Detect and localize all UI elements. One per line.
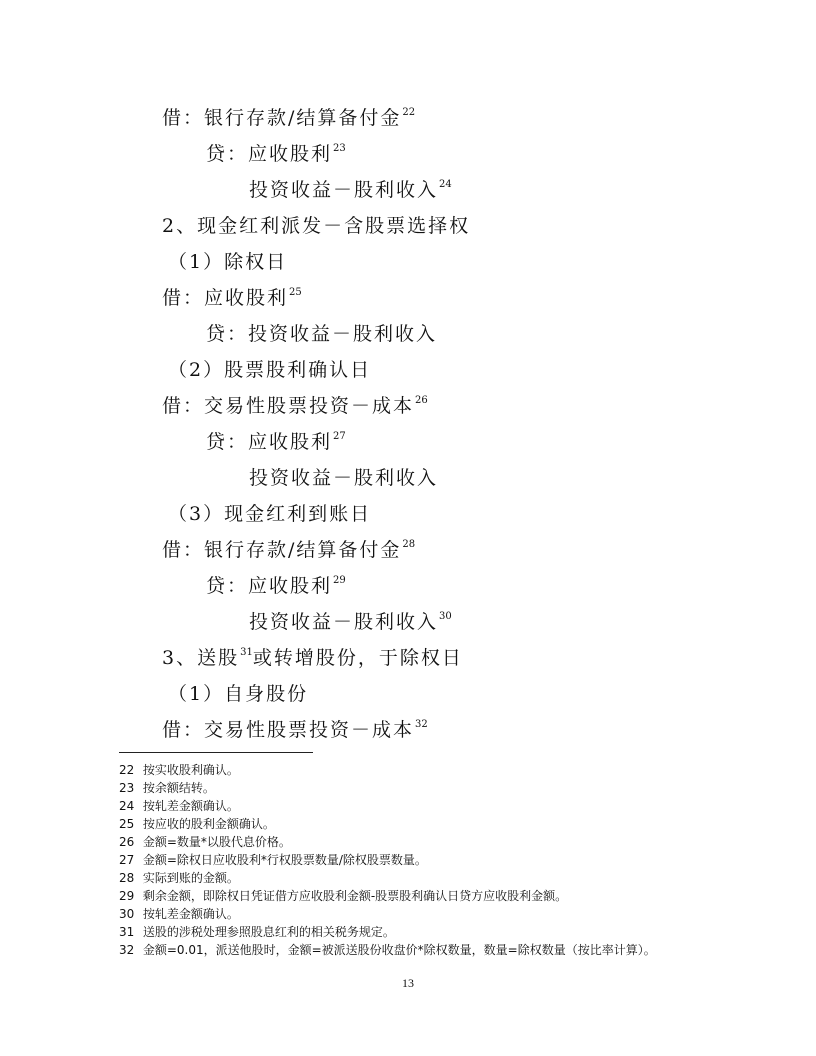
footnote-ref: 30 [439,611,452,622]
subsection-ex-date: （1）除权日 [168,251,288,273]
footnote: 27 金额=除权日应收股利*行权股票数量/除权股票数量。 [119,853,427,867]
subsection-stock-dividend-date: （2）股票股利确认日 [168,359,372,381]
footnote: 32 金额=0.01，派送他股时，金额=被派送股份收盘价*除权数量，数量=除权数量（按比率计算）。 [119,943,656,957]
footnote: 29 剩余金额，即除权日凭证借方应收股利金额-股票股利确认日贷方应收股利金额。 [119,889,568,903]
entry-credit-investment-income: 贷：投资收益－股利收入 [206,323,438,345]
footnote: 30 按轧差金额确认。 [119,907,239,921]
entry-credit-dividend-receivable: 贷：应收股利$^{27}$ [206,431,346,453]
footnote-ref: 26 [415,395,428,406]
footnote-ref: 24 [439,179,452,190]
footnote-ref: 31 [240,647,253,658]
entry-debit-bank-deposit: 借：银行存款/结算备付金$^{28}$ [162,539,416,561]
footnote: 25 按应收的股利金额确认。 [119,817,275,831]
section-heading-2: 2、现金红利派发－含股票选择权 [162,215,471,237]
entry-credit-investment-income: 投资收益－股利收入$^{30}$ [249,611,452,633]
footnote-ref: 29 [333,575,346,586]
footnote-ref: 23 [333,143,346,154]
footnote-ref: 25 [289,287,302,298]
section-heading-3: 3、送股$^{31}$或转增股份，于除权日 [162,647,463,669]
entry-credit-dividend-receivable: 贷：应收股利$^{23}$ [206,143,346,165]
entry-credit-investment-income: 投资收益－股利收入 [249,467,439,489]
subsection-cash-received-date: （3）现金红利到账日 [168,503,372,525]
entry-debit-trading-stock: 借：交易性股票投资－成本$^{26}$ [162,395,428,417]
entry-debit-bank-deposit: 借：银行存款/结算备付金$^{22}$ [162,107,416,129]
footnote: 28 实际到账的金额。 [119,871,239,885]
footnote: 31 送股的涉税处理参照股息红利的相关税务规定。 [119,925,395,939]
footnote-ref: 22 [402,107,416,118]
entry-debit-dividend-receivable: 借：应收股利$^{25}$ [162,287,302,309]
entry-credit-investment-income: 投资收益－股利收入$^{24}$ [249,179,452,201]
subsection-own-shares: （1）自身股份 [168,683,309,705]
footnote-ref: 27 [333,431,346,442]
page-number: 13 [402,976,414,990]
footnote: 23 按余额结转。 [119,781,215,795]
entry-credit-dividend-receivable: 贷：应收股利$^{29}$ [206,575,346,597]
footnote: 26 金额=数量*以股代息价格。 [119,835,291,849]
footnote-separator [119,752,313,753]
entry-debit-trading-stock: 借：交易性股票投资－成本$^{32}$ [162,719,428,741]
footnote: 22 按实收股利确认。 [119,763,239,777]
footnote-ref: 28 [402,539,416,550]
footnote: 24 按轧差金额确认。 [119,799,239,813]
footnote-ref: 32 [415,719,428,730]
